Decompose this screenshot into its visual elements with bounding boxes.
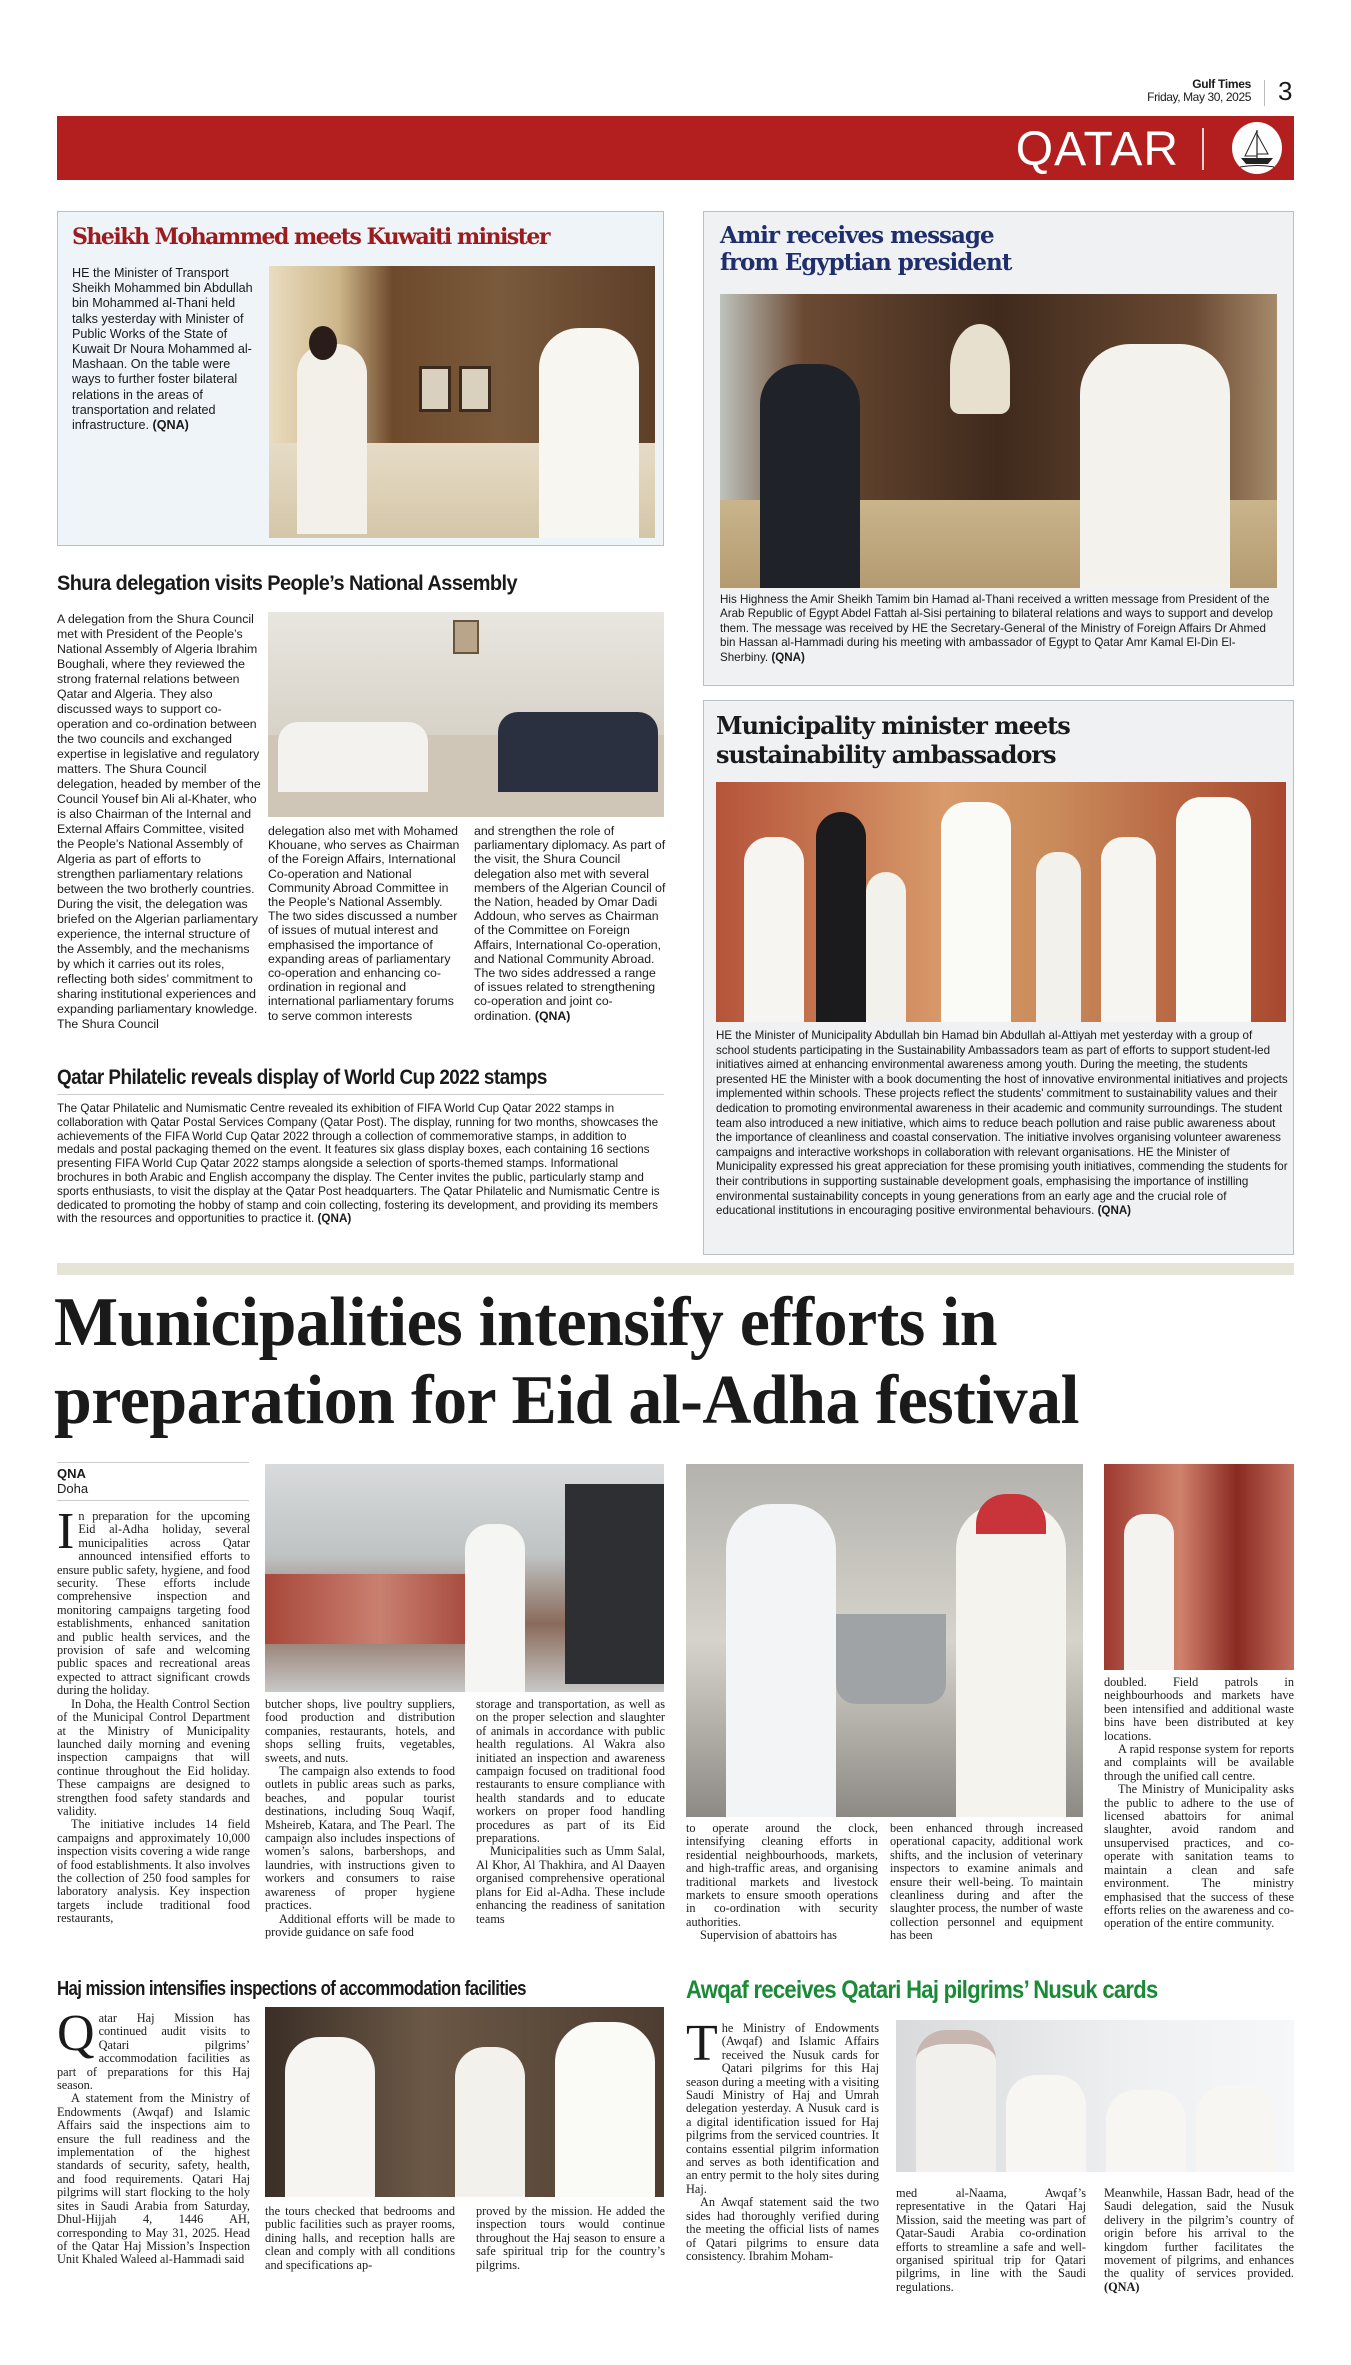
photo-food-inspection	[265, 1464, 664, 1692]
paragraph-text: A statement from the Ministry of Endowments (Awqaf) and Islamic Affairs said the inspections aim to ensure the full readiness and the implementation of the highest standards of security, safety, health, and food requirements. Qatari Haj pilgrims will start flocking to the holy sites in Saudi Arabia from Saturday, Dhul-Hijjah 4, 1446 AH, corresponding to May 31, 2025. Head of the Qatar Haj Mission’s Inspection Unit Khaled Waleed al-Hammadi said	[57, 2091, 250, 2267]
page-number: 3	[1278, 76, 1293, 106]
paragraph-text: Qatar Haj Mission has continued audit visits to Qatari pilgrims’ accommodation facilities as part of preparations for this Haj season.	[57, 2005, 250, 2093]
story-text: The Qatar Philatelic and Numismatic Centre revealed its exhibition of FIFA World Cup Qatar 2022 stamps in collaboration with Qatar Postal Services Company (Qatar Post). The display, running for two months, showcases the achievements of the FIFA World Cup Qatar 2022 through a collection of commemorative stamps, in addition to medals and postal packaging themed on the event. It features six glass display boxes, each containing 16 sections presenting FIFA World Cup Qatar 2022 stamps alongside a selection of sports-themed stamps. Informational brochures in both Arabic and English accompany the display. The Center invites the public, particularly stamp and sports enthusiasts, to visit the display at the Qatar Post headquarters. The Qatar Philatelic and Numismatic Centre is dedicated to promoting the hobby of stamp and coin collecting, fostering its development, and providing its members with the resources and opportunities to practice it.	[57, 1102, 660, 1226]
photo-minister-meeting	[269, 266, 655, 538]
paragraph-text: In Doha, the Health Control Section of the Municipal Control Department at the Ministry of Municipality launched daily morning and evening inspection campaigns that will continue throughout the Eid holiday. These campaigns are designed to strengthen food safety standards and validity.	[57, 1696, 250, 1818]
haj-column-2	[265, 2205, 455, 2272]
photo-sustainability-ambassadors	[716, 782, 1286, 1022]
headline-line: preparation for Eid al-Adha festival	[54, 1362, 1079, 1439]
photo-caption	[720, 593, 1280, 665]
story-credit: (QNA)	[1097, 1204, 1132, 1218]
headline-line: Amir receives message	[720, 222, 994, 249]
headline-line: sustainability ambassadors	[716, 740, 1056, 769]
paragraph	[476, 2205, 665, 2272]
paragraph	[1104, 1743, 1294, 1783]
issue-date: Friday, May 30, 2025	[1147, 90, 1251, 104]
story-headline-haj: Haj mission intensifies inspections of accommodation facilities	[57, 1978, 526, 2000]
story-kuwait-minister	[57, 211, 664, 546]
lead-column-5	[890, 1822, 1083, 1943]
awqaf-column-1	[686, 2015, 879, 2263]
paragraph	[476, 1698, 665, 1845]
byline-rule	[57, 1500, 249, 1501]
byline-rule	[57, 1462, 249, 1463]
headline-line: Municipality minister meets	[716, 711, 1070, 740]
story-credit: (QNA)	[152, 418, 189, 433]
newspaper-name: Gulf Times	[1192, 77, 1251, 91]
paragraph-text: been enhanced through increased operational capacity, additional work shifts, and the inclusion of veterinary inspectors to examine animals and ensure their well-being. To maintain cleanliness during and after the slaughter process, the number of waste collection personnel and equipment has been	[890, 1821, 1083, 1943]
paragraph	[57, 1503, 250, 1698]
paragraph	[265, 1913, 455, 1940]
paragraph-text: Meanwhile, Hassan Badr, head of the Saudi delegation, said the Nusuk delivery in the pilgrim’s country of origin before his arrival to the kingdom further facilitates the movement of pilgrims, and enhances the quality of services provided.	[1104, 2186, 1294, 2281]
byline-place: Doha	[57, 1481, 89, 1496]
paragraph-text: butcher shops, live poultry suppliers, food production and distribution companies, restaurants, hotels, and shops selling fruits, vegetables, sweets, and nuts.	[265, 1697, 455, 1765]
photo-kitchen-inspection	[686, 1464, 1083, 1817]
section-banner	[57, 116, 1294, 180]
paragraph-text: the tours checked that bedrooms and public facilities such as prayer rooms, dining halls, and reception halls are clean and comply with all conditions and specifications ap-	[265, 2204, 455, 2272]
paragraph	[890, 1822, 1083, 1943]
haj-column-1	[57, 2005, 250, 2267]
headline-line: from Egyptian president	[720, 249, 1012, 276]
paragraph	[896, 2187, 1086, 2294]
paragraph	[686, 1822, 878, 1929]
photo-haj-inspection	[265, 2007, 664, 2197]
lead-column-1	[57, 1503, 250, 1926]
paragraph	[476, 1845, 665, 1925]
paragraph	[57, 1818, 250, 1925]
paragraph-text: In preparation for the upcoming Eid al-Adha holiday, several municipalities across Qatar announced intensified efforts to ensure public safety, hygiene, and food security. These efforts include comprehensive inspection and monitoring campaigns targeting food establishments, enhanced sanitation and public health services, and the provision of safe and welcoming public spaces and recreational areas expected to attract significant crowds during the holiday.	[57, 1503, 250, 1698]
paragraph	[686, 2015, 879, 2196]
story-municipality-minister	[703, 700, 1294, 1255]
paragraph-text: Additional efforts will be made to provide guidance on safe food	[265, 1911, 455, 1939]
story-headline-shura: Shura delegation visits People’s National Assembly	[57, 572, 518, 595]
paragraph-text: Supervision of abattoirs has	[700, 1928, 837, 1943]
headline-line: Municipalities intensify efforts in	[54, 1284, 998, 1361]
paragraph-text: The Ministry of Endowments (Awqaf) and Islamic Affairs received the Nusuk cards for Qatari pilgrims for this Haj season during a meeting with a visiting Saudi Ministry of Haj and Umrah delegation yesterday. A Nusuk card is a digital identification issued for Haj pilgrims from the serviced countries. It contains essential pilgrim information and serves as both identification and an entry permit to the holy sites during Haj.	[686, 2015, 879, 2196]
shura-column-2: delegation also met with Mohamed Khouane, who serves as Chairman of the Foreign Affairs, International Co-operation and National Community Abroad Committee in the People’s National Assembly. The two sides discussed a number of issues of mutual interest and emphasised the importance of expanding areas of parliamentary co-operation and enhancing co-ordination in regional and international parliamentary forums to serve common interests	[268, 824, 460, 1023]
paragraph	[57, 2092, 250, 2266]
paragraph-text: to operate around the clock, intensifying cleaning efforts in residential neighbourhoods, markets, and high-traffic areas, and organising traditional markets and livestock markets to ensure smooth operations in co-ordination with security authorities.	[686, 1821, 878, 1929]
dhow-icon	[1232, 122, 1282, 174]
story-body	[72, 266, 262, 433]
story-headline	[720, 222, 1011, 276]
paragraph	[265, 2205, 455, 2272]
lead-column-3	[476, 1698, 665, 1926]
masthead-divider	[1264, 80, 1265, 106]
paragraph	[57, 2005, 250, 2093]
awqaf-column-3	[1104, 2187, 1294, 2294]
shura-column-3	[474, 824, 668, 1023]
paragraph	[1104, 2187, 1294, 2294]
paragraph-text: An Awqaf statement said the two sides had thoroughly verified during the meeting the official lists of names of Qatari pilgrims to ensure data consistency. Ibrahim Moham-	[686, 2195, 879, 2263]
shura-column-1: A delegation from the Shura Council met with President of the People’s National Assembly of Algeria Ibrahim Boughali, where they reviewed the strong fraternal relations between Qatar and Algeria. They also discussed ways to support co-operation and co-ordination between the two councils and exchanged expertise in legislative and regulatory matters. The Shura Council delegation, headed by member of the Council Yousef bin Ali al-Khater, who is also Chairman of the Internal and External Affairs Committee, visited the People’s National Assembly of Algeria as part of efforts to strengthen parliamentary relations between the two brotherly countries. During the visit, the delegation was briefed on the Algerian parliamentary experience, the internal structure of the Assembly, and the mechanisms by which it carries out its roles, reflecting both sides’ commitment to sharing institutional experiences and expanding parliamentary knowledge. The Shura Council	[57, 612, 261, 1031]
paragraph	[57, 1698, 250, 1819]
story-credit: (QNA)	[534, 1008, 571, 1023]
story-amir-message	[703, 211, 1294, 686]
story-credit: (QNA)	[771, 650, 805, 664]
paragraph-text: storage and transportation, as well as on the proper selection and slaughter of animals in accordance with public health regulations. Al Wakra also initiated an inspection and awareness campaign focused on traditional food restaurants to ensure compliance with health standards and to educate workers on proper food handling procedures as part of its Eid preparations.	[476, 1697, 665, 1846]
paragraph	[686, 1929, 878, 1942]
paragraph-text: The initiative includes 14 field campaigns and approximately 10,000 inspection visits covering a wide range of food establishments. It also involves the collection of 250 food samples for laboratory analysis. Key inspection targets include traditional food restaurants,	[57, 1817, 250, 1926]
paragraph-text: med al-Naama, Awqaf’s representative in the Qatari Haj Mission, said the meeting was part of Qatar-Saudi Arabia co-ordination efforts to streamline a safe and well-organised spiritual trip for Qatari pilgrims, in line with the Saudi regulations.	[896, 2186, 1086, 2294]
paragraph-text: doubled. Field patrols in neighbourhoods and markets have been intensified and additional waste bins have been distributed at key locations.	[1104, 1675, 1294, 1743]
haj-column-3	[476, 2205, 665, 2272]
paragraph-text: proved by the mission. He added the inspection tours would continue throughout the Haj season to ensure a safe spiritual trip for the country’s pilgrims.	[476, 2204, 665, 2272]
paragraph-text: Municipalities such as Umm Salal, Al Khor, Al Thakhira, and Al Daayen organised comprehensive operational plans for Eid al-Adha. These include enhancing the readiness of sanitation teams	[476, 1844, 665, 1926]
section-separator	[57, 1263, 1294, 1275]
paragraph	[265, 1765, 455, 1912]
section-title: QATAR	[1015, 123, 1179, 176]
photo-amir-meeting	[720, 294, 1277, 588]
paragraph-text: The Ministry of Municipality asks the public to adhere to the use of licensed abattoirs for animal slaughter, avoid random and unsupervised practices, and co-operate with sanitation teams to maintain a clean and safe environment. The ministry emphasised that the success of these efforts relies on the awareness and co-operation of the entire community.	[1104, 1782, 1294, 1931]
paragraph	[1104, 1676, 1294, 1743]
story-headline-awqaf: Awqaf receives Qatari Haj pilgrims’ Nusuk cards	[686, 1976, 1158, 2004]
lead-column-2	[265, 1698, 455, 1939]
awqaf-column-2	[896, 2187, 1086, 2294]
paragraph-text: A rapid response system for reports and complaints will be available through the unified call centre.	[1104, 1742, 1294, 1783]
byline	[57, 1466, 88, 1496]
story-text: and strengthen the role of parliamentary diplomacy. As part of the visit, the Shura Council delegation also met with several members of the Algerian Council of the Nation, headed by Omar Dadi Addoun, who serves as Chairman of the Committee on Foreign Affairs, International Co-operation, and National Community Abroad. The two sides addressed a range of issues related to strengthening co-operation and joint co-ordination.	[474, 824, 666, 1023]
masthead-info	[1147, 78, 1251, 104]
philatelic-body	[57, 1102, 667, 1226]
paragraph	[1104, 1783, 1294, 1930]
photo-butcher-shop	[1104, 1464, 1294, 1670]
story-body	[716, 1029, 1288, 1219]
paragraph	[686, 2196, 879, 2263]
story-text: HE the Minister of Transport Sheikh Mohammed bin Abdullah bin Mohammed al-Thani held talks yesterday with Minister of Public Works of the State of Kuwait Dr Noura Mohammed al-Mashaan. On the table were ways to further foster bilateral relations in the areas of transportation and related infrastructure.	[72, 266, 253, 433]
story-text: HE the Minister of Municipality Abdullah bin Hamad bin Abdullah al-Attiyah met yesterday with a group of school students participating in the Sustainability Ambassadors team as part of efforts to support student-led initiatives aimed at enhancing environmental awareness among youth. During the meeting, the students presented HE the Minister with a book documenting the host of innovative environmental initiatives and projects implemented within schools. These projects reflect the students' commitment to sustainability values and their dedication to promoting environmental awareness in their academic and community surroundings. The student team also introduced a new initiative, which aims to reduce beach pollution and raise public awareness about the importance of cleanliness and coastal conservation. The initiative involves organising volunteer awareness campaigns and interactive workshops in collaboration with relevant organisations. HE the Minister of Municipality expressed his great appreciation for these promising youth initiatives, commending the students for their contributions in supporting sustainable development goals, emphasising the importance of instilling environmental sustainability concepts in young generations from an early age and the crucial role of educational institutions in encouraging positive environmental behaviours.	[716, 1029, 1288, 1218]
photo-nusuk-meeting	[896, 2020, 1294, 2172]
lead-headline	[54, 1284, 1079, 1440]
story-credit: (QNA)	[317, 1212, 352, 1226]
section-divider	[1202, 128, 1204, 170]
lead-column-6	[1104, 1676, 1294, 1931]
paragraph	[265, 1698, 455, 1765]
headline-rule	[57, 1094, 664, 1095]
caption-text: His Highness the Amir Sheikh Tamim bin Hamad al-Thani received a written message from President of the Arab Republic of Egypt Abdel Fattah al-Sisi pertaining to bilateral relations and ways to support and develop them. The message was received by HE the Secretary-General of the Ministry of Foreign Affairs Dr Ahmed bin Hassan al-Hammadi during his meeting with ambassador of Egypt to Qatar Amr Kamal El-Din El-Sherbiny.	[720, 593, 1273, 664]
story-headline-philatelic: Qatar Philatelic reveals display of World Cup 2022 stamps	[57, 1066, 547, 1089]
story-headline: Sheikh Mohammed meets Kuwaiti minister	[72, 224, 549, 250]
story-credit: (QNA)	[1104, 2279, 1140, 2294]
story-headline	[716, 711, 1070, 769]
lead-column-4	[686, 1822, 878, 1943]
byline-agency: QNA	[57, 1466, 86, 1481]
paragraph-text: The campaign also extends to food outlets in public areas such as parks, beaches, and popular tourist destinations, including Souq Waqif, Msheireb, Katara, and The Pearl. The campaign also includes inspections of women’s salons, barbershops, and laundries, with instructions given to workers and consumers to raise awareness of proper hygiene practices.	[265, 1764, 455, 1913]
photo-shura-delegation	[268, 612, 664, 817]
